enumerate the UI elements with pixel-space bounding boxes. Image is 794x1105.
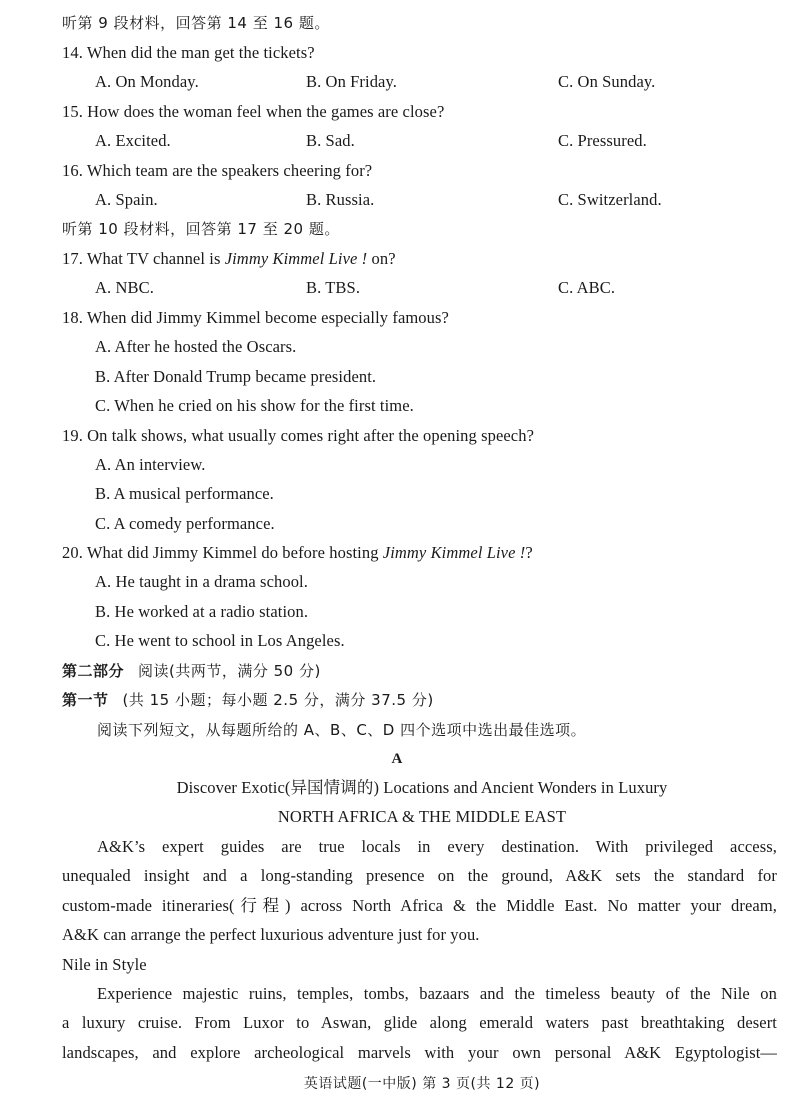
passage-title-line1: Discover Exotic(异国情调的) Locations and Ancient Wonders in Luxury: [176, 778, 668, 797]
question-14-option-a: A. On Monday.: [95, 72, 199, 91]
question-18-option-c: C. When he cried on his show for the first time.: [95, 396, 414, 415]
page-footer: 英语试题(一中版) 第 3 页(共 12 页): [303, 1076, 541, 1092]
question-16-option-a: A. Spain.: [95, 190, 158, 209]
question-17-option-b: B. TBS.: [306, 278, 361, 297]
question-17-stem-pre: 17. What TV channel is: [62, 249, 225, 268]
paragraph-1-line-2: unequaled insight and a long-standing presence on the ground, A&K sets the standard for: [62, 866, 777, 885]
question-15-option-a: A. Excited.: [95, 131, 171, 150]
question-20-option-b: B. He worked at a radio station.: [95, 602, 309, 621]
question-14-option-c: C. On Sunday.: [558, 72, 656, 91]
question-15-option-c: C. Pressured.: [558, 131, 647, 150]
subheading-nile-in-style: Nile in Style: [62, 955, 147, 974]
paragraph-1-line-1: A&K’s expert guides are true locals in every destination. With privileged access,: [97, 837, 777, 856]
question-19-option-a: A. An interview.: [95, 455, 206, 474]
question-17-show-title: Jimmy Kimmel Live !: [224, 249, 368, 268]
question-14-option-b: B. On Friday.: [306, 72, 397, 91]
question-14-stem: 14. When did the man get the tickets?: [62, 43, 315, 62]
paragraph-1-line-3: custom-made itineraries(行程) across North Africa & the Middle East. No matter your dream,: [62, 896, 777, 915]
question-15-option-b: B. Sad.: [306, 131, 355, 150]
question-19-option-b: B. A musical performance.: [95, 484, 274, 503]
section9-header: 听第 9 段材料，回答第 14 至 16 题。: [62, 14, 330, 32]
section-one-subtitle: (共 15 小题；每小题 2.5 分，满分 37.5 分): [122, 691, 434, 709]
question-20-stem-post: ?: [525, 543, 533, 562]
question-20-option-c: C. He went to school in Los Angeles.: [95, 631, 345, 650]
question-20-stem: [62, 542, 533, 564]
question-18-stem: 18. When did Jimmy Kimmel become especially famous?: [62, 308, 449, 327]
question-19-option-c: C. A comedy performance.: [95, 514, 275, 533]
question-20-option-a: A. He taught in a drama school.: [95, 572, 308, 591]
part-two-header: [62, 660, 321, 682]
question-16-option-b: B. Russia.: [306, 190, 375, 209]
paragraph-1-line-4: A&K can arrange the perfect luxurious adventure just for you.: [62, 925, 480, 944]
question-15-stem: 15. How does the woman feel when the games are close?: [62, 102, 445, 121]
question-17-option-c: C. ABC.: [558, 278, 616, 297]
paragraph-2-line-3: landscapes, and explore archeological marvels with your own personal A&K Egyptologist—: [62, 1043, 777, 1062]
passage-title-line2: NORTH AFRICA & THE MIDDLE EAST: [277, 807, 567, 826]
question-17-stem: [62, 248, 396, 270]
paragraph-2-line-1: Experience majestic ruins, temples, tombs, bazaars and the timeless beauty of the Nile on: [97, 984, 777, 1003]
question-18-option-a: A. After he hosted the Oscars.: [95, 337, 297, 356]
question-17-stem-post: on?: [367, 249, 396, 268]
question-16-option-c: C. Switzerland.: [558, 190, 662, 209]
question-20-stem-pre: 20. What did Jimmy Kimmel do before hosting: [62, 543, 383, 562]
part-two-subtitle: 阅读(共两节，满分 50 分): [138, 662, 321, 680]
question-17-option-a: A. NBC.: [95, 278, 154, 297]
section10-header: 听第 10 段材料，回答第 17 至 20 题。: [62, 220, 340, 238]
question-18-option-b: B. After Donald Trump became president.: [95, 367, 377, 386]
paragraph-2-line-2: a luxury cruise. From Luxor to Aswan, glide along emerald waters past breathtaking desert: [62, 1013, 777, 1032]
part-two-title: 第二部分: [62, 662, 125, 680]
question-20-show-title: Jimmy Kimmel Live !: [382, 543, 526, 562]
question-19-stem: 19. On talk shows, what usually comes right after the opening speech?: [62, 426, 534, 445]
section-one-header: [62, 689, 434, 711]
passage-letter: A: [391, 751, 403, 767]
question-16-stem: 16. Which team are the speakers cheering for?: [62, 161, 373, 180]
section-one-title: 第一节: [62, 691, 109, 709]
reading-instruction: 阅读下列短文，从每题所给的 A、B、C、D 四个选项中选出最佳选项。: [97, 721, 587, 739]
